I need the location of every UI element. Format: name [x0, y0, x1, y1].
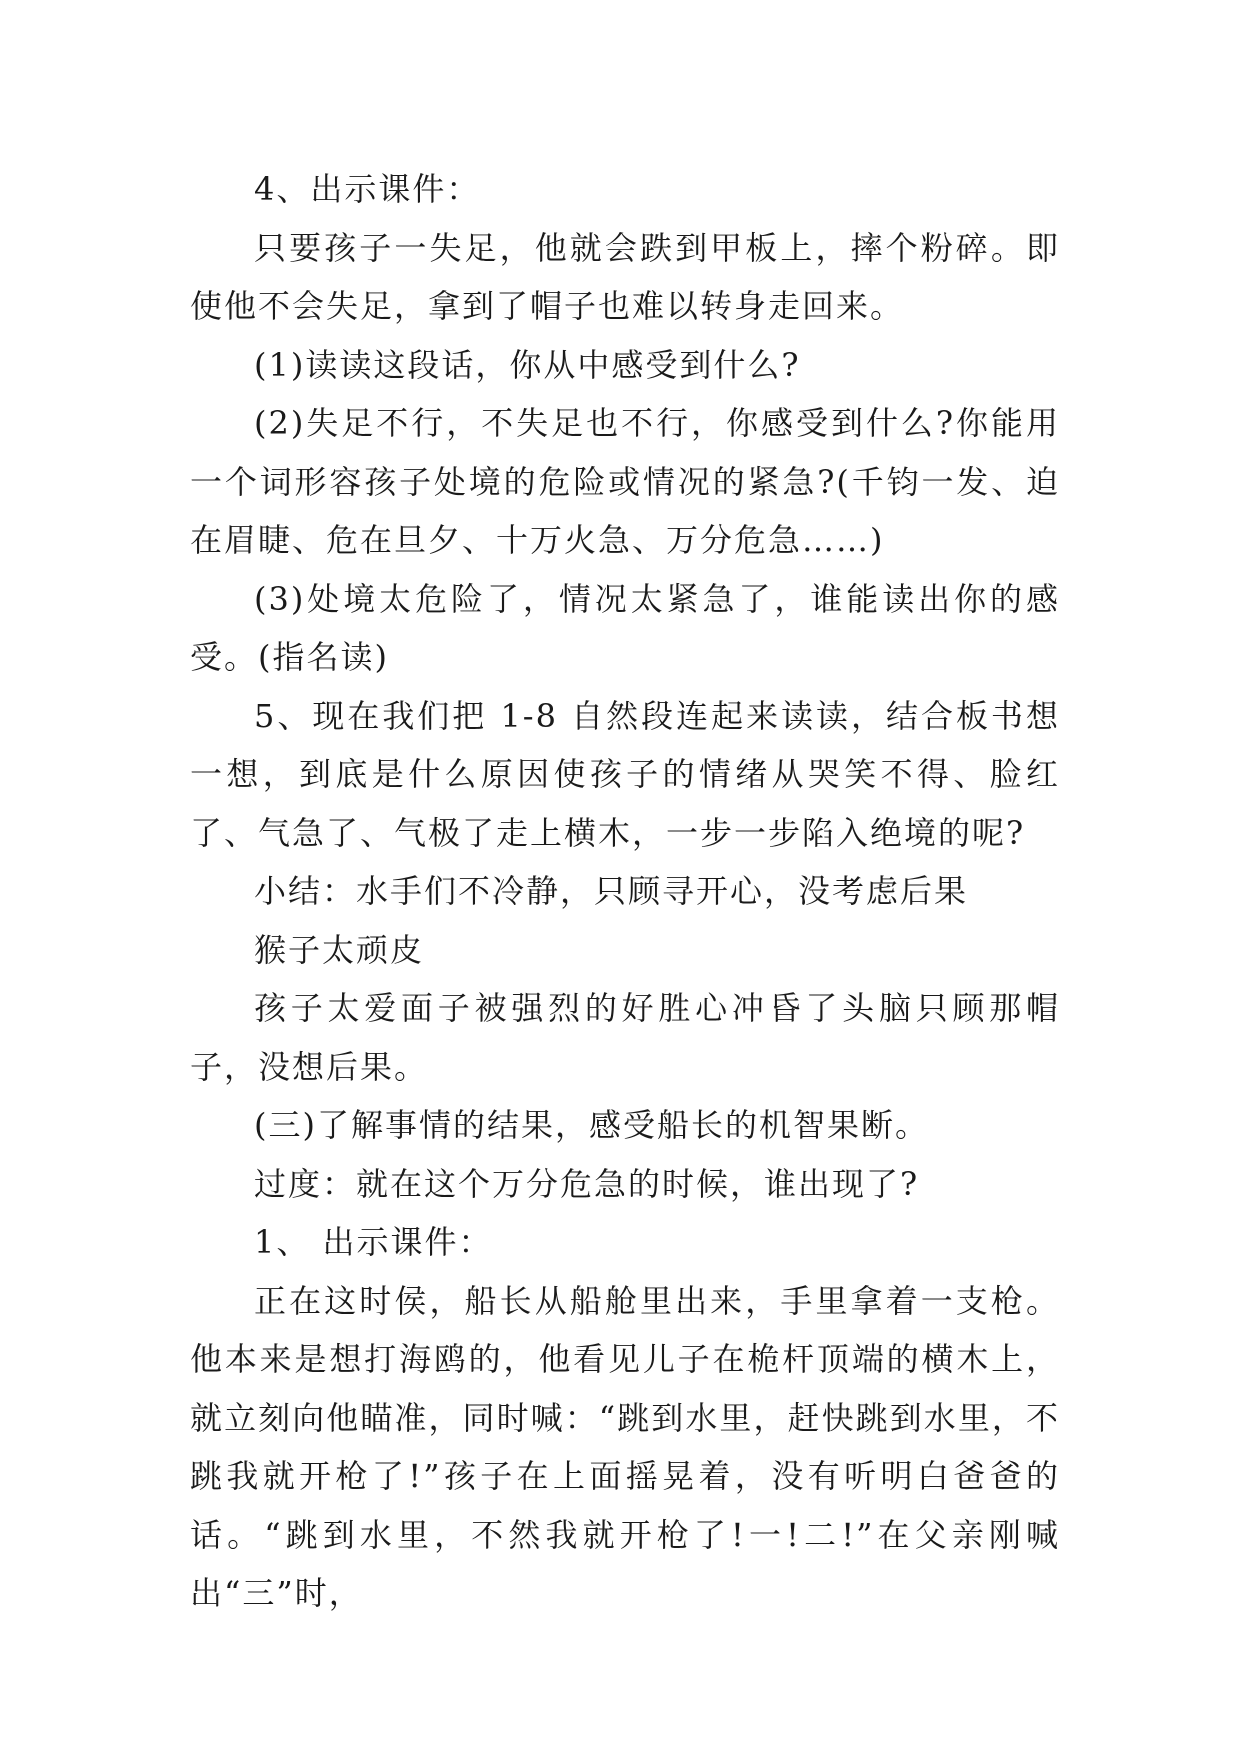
paragraph-question-1: (1)读读这段话，你从中感受到什么? [254, 345, 801, 384]
document-body [190, 160, 1060, 1623]
paragraph-summary-monkey: 猴子太顽皮 [254, 930, 425, 969]
paragraph-courseware-quote: 只要孩子一失足，他就会跌到甲板上，摔个粉碎。即使他不会失足，拿到了帽子也难以转身走回来。 [190, 228, 1060, 325]
paragraph-captain-quote: 正在这时侯，船长从船舱里出来，手里拿着一支枪。他本来是想打海鸥的，他看见儿子在桅杆顶端的横木上，就立刻向他瞄准，同时喊：“跳到水里，赶快跳到水里，不跳我就开枪了!”孩子在上面摇晃着，没有听明白爸爸的话。“跳到水里，不然我就开枪了!一!二!”在父亲刚喊出“三”时， [190, 1281, 1060, 1612]
paragraph-step-5: 5、现在我们把 1-8 自然段连起来读读，结合板书想一想，到底是什么原因使孩子的情绪从哭笑不得、脸红了、气急了、气极了走上横木，一步一步陷入绝境的呢? [190, 696, 1060, 852]
paragraph-question-2: (2)失足不行，不失足也不行，你感受到什么?你能用一个词形容孩子处境的危险或情况的紧急?(千钧一发、迫在眉睫、危在旦夕、十万火急、万分危急……) [190, 404, 1060, 559]
paragraph-question-3: (3)处境太危险了，情况太紧急了，谁能读出你的感受。(指名读) [190, 579, 1060, 676]
paragraph-transition: 过度：就在这个万分危急的时候，谁出现了? [254, 1164, 920, 1203]
paragraph-step-1-heading: 1、 出示课件： [254, 1223, 493, 1261]
paragraph-step-4-heading: 4、出示课件： [254, 170, 481, 208]
paragraph-summary-child: 孩子太爱面子被强烈的好胜心冲昏了头脑只顾那帽子，没想后果。 [190, 989, 1060, 1086]
paragraph-section-3-heading: (三)了解事情的结果，感受船长的机智果断。 [254, 1106, 929, 1144]
paragraph-summary: 小结：水手们不冷静，只顾寻开心，没考虑后果 [254, 872, 969, 910]
